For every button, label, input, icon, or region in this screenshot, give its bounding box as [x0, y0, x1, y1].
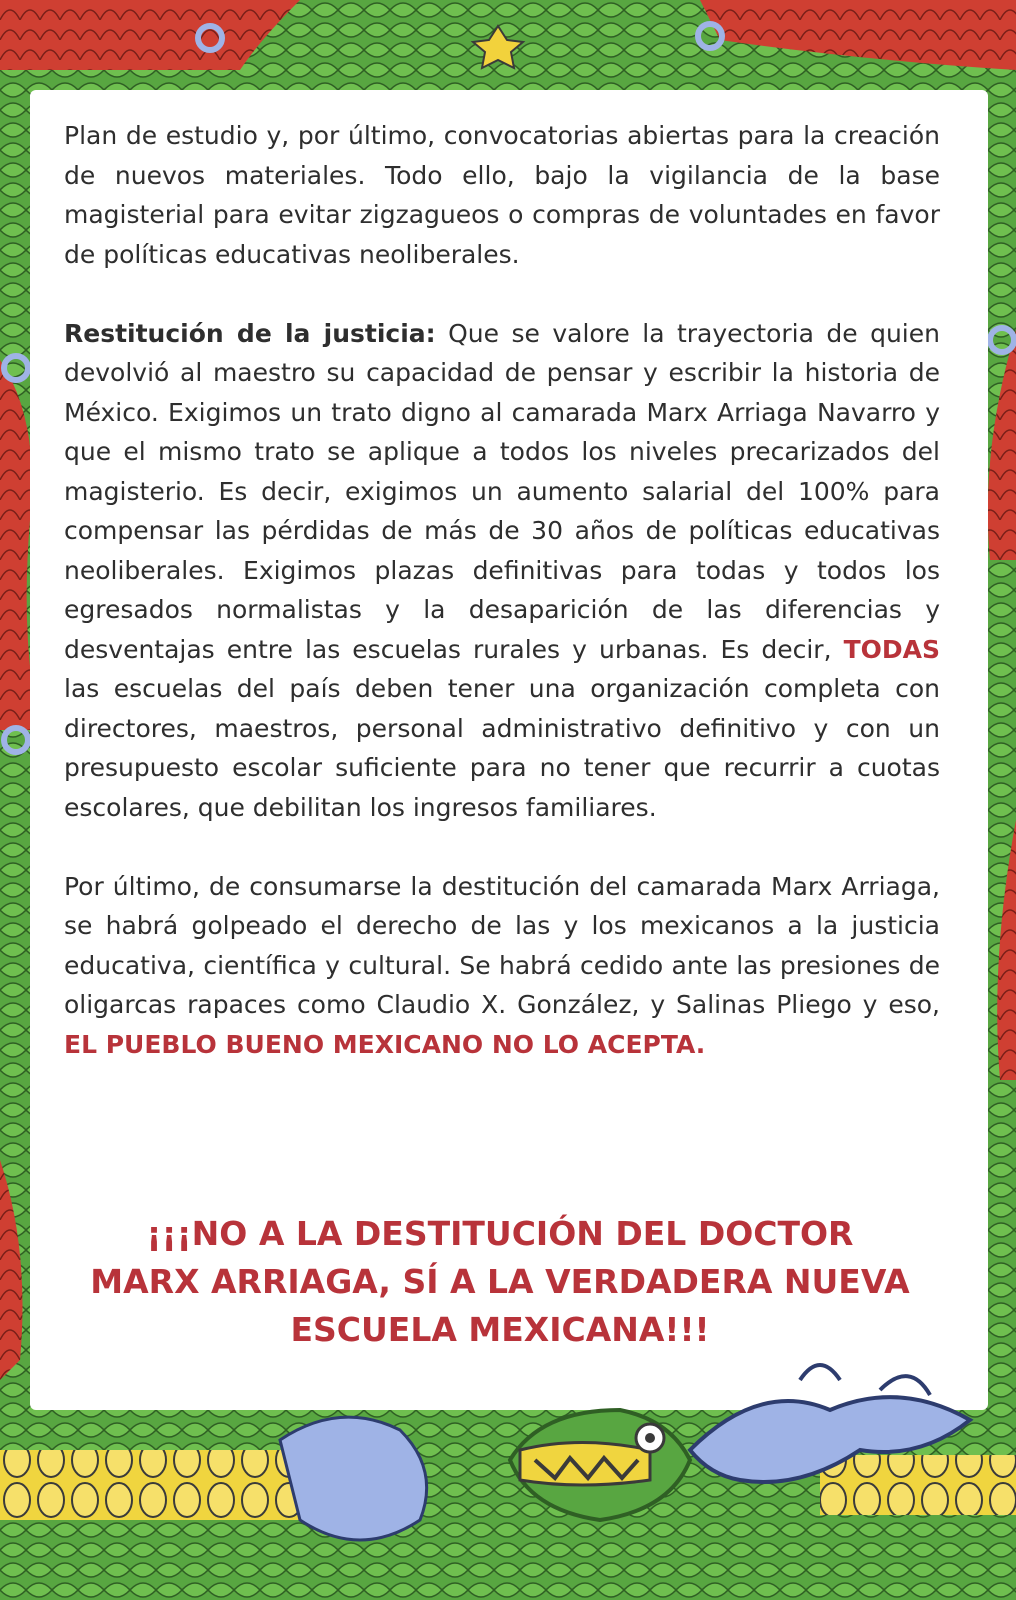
- paragraph-2-text-after: las escuelas del país deben tener una organización completa con directores, maestros, personal administrativo definitivo y con un presupuesto escolar suficiente para no tener que recurrir a cuotas escolares, que debilitan los ingresos familiares.: [64, 674, 940, 822]
- paragraph-2-emphasis: TODAS: [843, 634, 940, 664]
- document-body: [64, 116, 940, 1104]
- paragraph-2: [64, 314, 940, 828]
- paragraph-3-text: Por último, de consumarse la destitución del camarada Marx Arriaga, se habrá golpeado el derecho de las y los mexicanos a la justicia educativa, científica y cultural. Se habrá cedido ante las presiones de oligarcas rapaces como Claudio X. González, y Salinas Pliego y eso,: [64, 871, 940, 1019]
- closing-slogan: ¡¡¡NO A LA DESTITUCIÓN DEL DOCTOR MARX ARRIAGA, SÍ A LA VERDADERA NUEVA ESCUELA MEXICANA!!!: [90, 1214, 910, 1349]
- paragraph-3-emphasis: EL PUEBLO BUENO MEXICANO NO LO ACEPTA.: [64, 1029, 706, 1059]
- paragraph-2-text-before: Que se valore la trayectoria de quien devolvió al maestro su capacidad de pensar y escribir la historia de México. Exigimos un trato digno al camarada Marx Arriaga Navarro y que el mismo trato se aplique a todos los niveles precarizados del magisterio. Es decir, exigimos un aumento salarial del 100% para compensar las pérdidas de más de 30 años de políticas educativas neoliberales. Exigimos plazas definitivas para todas y todos los egresados normalistas y la desaparición de las diferencias y desventajas entre las escuelas rurales y urbanas. Es decir,: [64, 318, 940, 664]
- paragraph-1: Plan de estudio y, por último, convocatorias abiertas para la creación de nuevos materiales. Todo ello, bajo la vigilancia de la base magisterial para evitar zigzagueos o compras de voluntades en favor de políticas educativas neoliberales.: [64, 121, 940, 269]
- serpent-head-icon: [500, 1340, 1000, 1540]
- paragraph-3: [64, 867, 940, 1065]
- paragraph-2-heading: Restitución de la justicia:: [64, 318, 436, 348]
